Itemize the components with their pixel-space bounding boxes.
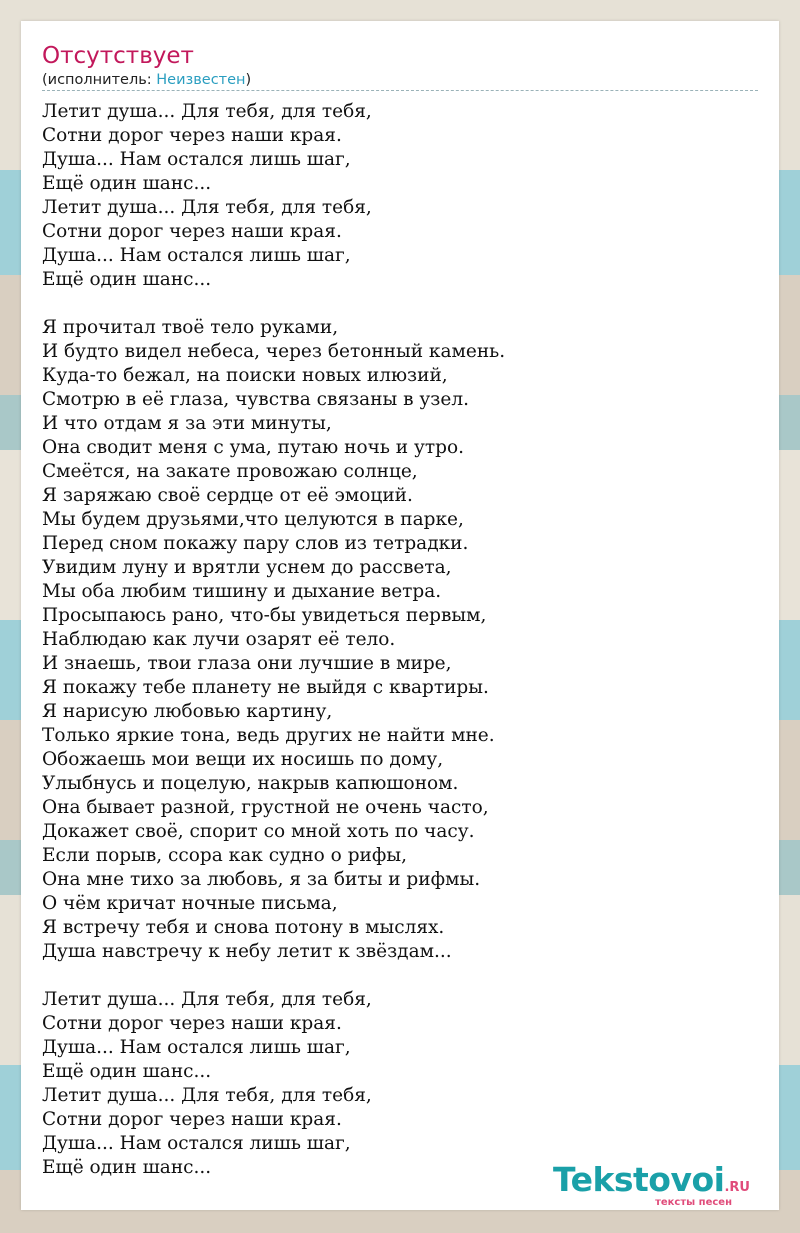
lyric-line: Она мне тихо за любовь, я за биты и рифмы. [42,869,481,890]
song-title: Отсутствует [42,43,194,69]
logo-tagline: тексты песен [655,1197,732,1208]
lyric-line: Я прочитал твоё тело руками, [42,317,339,338]
lyric-line: Я заряжаю своё сердце от её эмоций. [42,485,413,506]
lyric-line: Душа... Нам остался лишь шаг, [42,1037,351,1058]
lyric-line: Обожаешь мои вещи их носишь по дому, [42,749,444,770]
lyric-line: И что отдам я за эти минуты, [42,413,332,434]
artist-link[interactable]: Неизвестен [156,72,246,88]
lyric-line: Если порыв, ссора как судно о рифы, [42,845,407,866]
lyric-line: Сотни дорог через наши края. [42,1109,342,1130]
lyric-line: Докажет своё, спорит со мной хоть по часу. [42,821,475,842]
lyric-line: Летит душа... Для тебя, для тебя, [42,1085,372,1106]
lyric-line: Увидим луну и врятли уснем до рассвета, [42,557,452,578]
lyric-line: Смотрю в её глаза, чувства связаны в узел. [42,389,469,410]
lyric-line: Летит душа... Для тебя, для тебя, [42,101,372,122]
logo-tld: .RU [724,1180,750,1195]
lyric-line: Душа... Нам остался лишь шаг, [42,245,351,266]
lyric-line: Только яркие тона, ведь других не найти мне. [42,725,495,746]
lyrics-card [21,21,779,1210]
lyric-line: Сотни дорог через наши края. [42,1013,342,1034]
lyric-line: Сотни дорог через наши края. [42,221,342,242]
lyric-line: Летит душа... Для тебя, для тебя, [42,197,372,218]
site-logo[interactable] [552,1160,750,1209]
lyric-line: Мы будем друзьями,что целуются в парке, [42,509,464,530]
lyric-line: Она бывает разной, грустной не очень часто, [42,797,489,818]
lyric-line: И знаешь, твои глаза они лучшие в мире, [42,653,452,674]
lyric-line: Просыпаюсь рано, что-бы увидеться первым, [42,605,487,626]
lyric-line: Я встречу тебя и снова потону в мыслях. [42,917,445,938]
lyric-line: И будто видел небеса, через бетонный камень. [42,341,506,362]
lyric-line: Она сводит меня с ума, путаю ночь и утро. [42,437,464,458]
lyric-line [42,292,505,316]
lyric-line: Я нарисую любовью картину, [42,701,333,722]
artist-line [42,70,251,90]
lyric-line: Душа навстречу к небу летит к звёздам... [42,941,452,962]
lyric-line: О чём кричат ночные письма, [42,893,338,914]
lyric-line: Душа... Нам остался лишь шаг, [42,1133,351,1154]
lyric-line: Куда-то бежал, на поиски новых илюзий, [42,365,448,386]
lyric-line: Ещё один шанс... [42,1061,212,1082]
lyric-line: Мы оба любим тишину и дыхание ветра. [42,581,442,602]
artist-prefix: (исполнитель: [42,72,157,88]
logo-main-text: Tekstovoi [552,1160,725,1199]
header-divider [42,90,758,91]
lyric-line: Наблюдаю как лучи озарят её тело. [42,629,396,650]
lyric-line: Сотни дорог через наши края. [42,125,342,146]
lyric-line: Ещё один шанс... [42,269,212,290]
lyric-line: Душа... Нам остался лишь шаг, [42,149,351,170]
lyric-line: Я покажу тебе планету не выйдя с квартиры. [42,677,489,698]
lyrics-text [42,100,505,1180]
lyric-line: Ещё один шанс... [42,173,212,194]
lyric-line: Улыбнусь и поцелую, накрыв капюшоном. [42,773,459,794]
artist-suffix: ) [245,72,252,88]
lyric-line: Смеётся, на закате провожаю солнце, [42,461,418,482]
lyric-line: Перед сном покажу пару слов из тетрадки. [42,533,469,554]
lyric-line: Летит душа... Для тебя, для тебя, [42,989,372,1010]
lyric-line: Ещё один шанс... [42,1157,212,1178]
lyric-line [42,964,505,988]
